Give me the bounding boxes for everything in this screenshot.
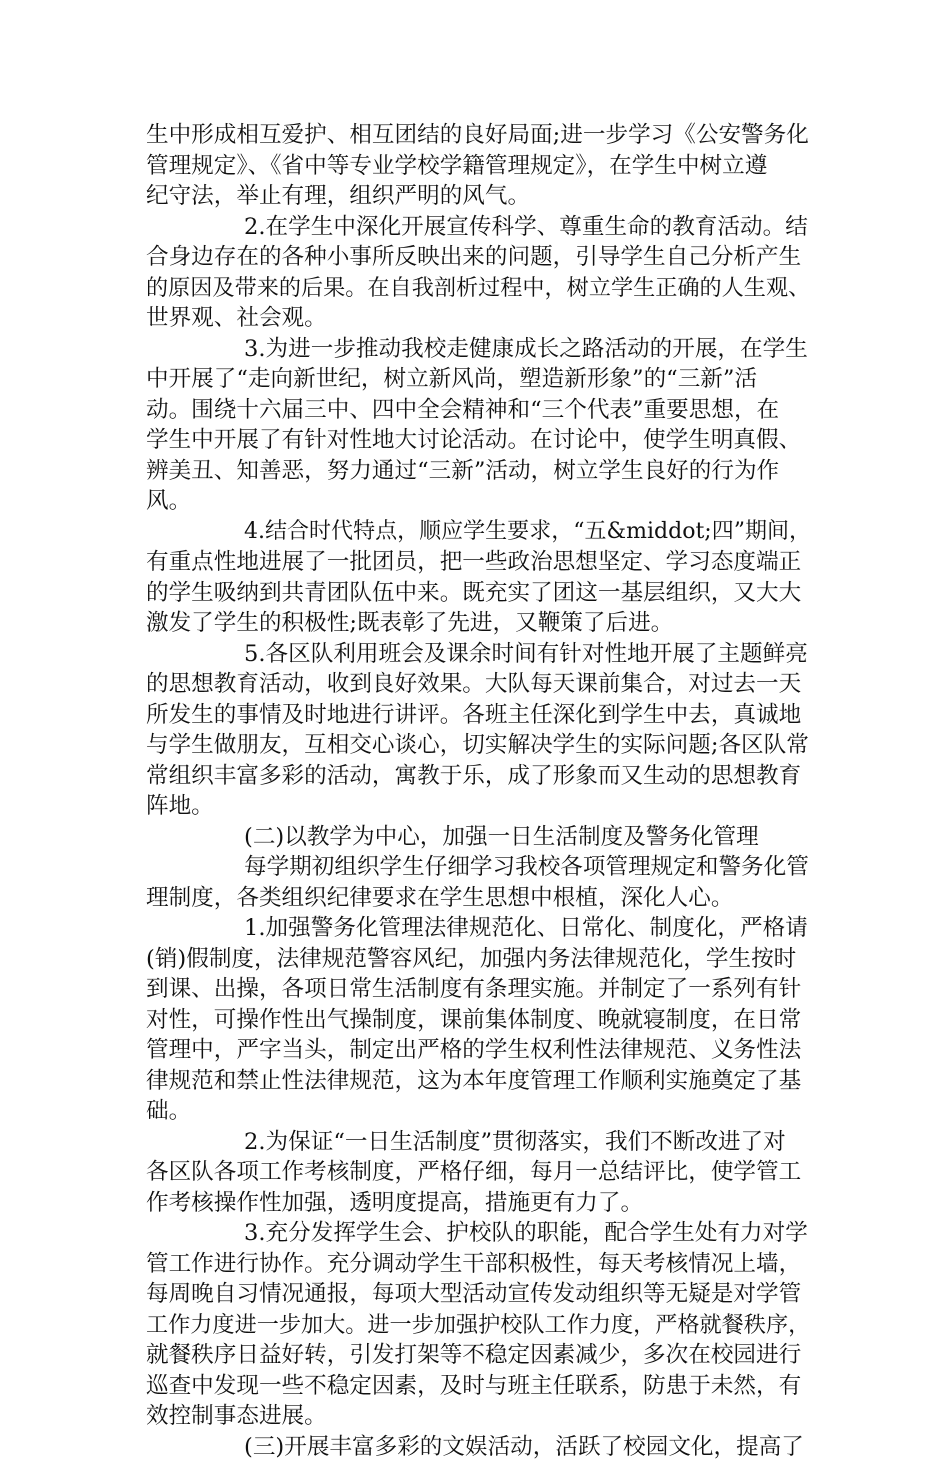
text-line: 动。围绕十六届三中、四中全会精神和“三个代表”重要思想，在 bbox=[146, 395, 814, 426]
text-line: 就餐秩序日益好转，引发打架等不稳定因素减少，多次在校园进行 bbox=[146, 1340, 814, 1371]
text-line: 1.加强警务化管理法律规范化、日常化、制度化，严格请 bbox=[146, 913, 814, 944]
document-page bbox=[146, 120, 814, 1462]
text-line: 效控制事态进展。 bbox=[146, 1401, 814, 1432]
text-line: 对性，可操作性出气操制度，课前集体制度、晚就寝制度，在日常 bbox=[146, 1005, 814, 1036]
text-line: 理制度，各类组织纪律要求在学生思想中根植，深化人心。 bbox=[146, 883, 814, 914]
text-line: 合身边存在的各种小事所反映出来的问题，引导学生自己分析产生 bbox=[146, 242, 814, 273]
text-line: 激发了学生的积极性;既表彰了先进，又鞭策了后进。 bbox=[146, 608, 814, 639]
text-line: 有重点性地进展了一批团员，把一些政治思想坚定、学习态度端正 bbox=[146, 547, 814, 578]
text-line: 管理中，严字当头，制定出严格的学生权利性法律规范、义务性法 bbox=[146, 1035, 814, 1066]
text-line: (三)开展丰富多彩的文娱活动，活跃了校园文化，提高了 bbox=[146, 1432, 814, 1462]
text-line: 2.为保证“一日生活制度”贯彻落实，我们不断改进了对 bbox=[146, 1127, 814, 1158]
text-line: 到课、出操，各项日常生活制度有条理实施。并制定了一系列有针 bbox=[146, 974, 814, 1005]
text-line: 4.结合时代特点，顺应学生要求，“五&middot;四”期间， bbox=[146, 517, 814, 548]
text-line: 所发生的事情及时地进行讲评。各班主任深化到学生中去，真诚地 bbox=[146, 700, 814, 731]
text-line: 的原因及带来的后果。在自我剖析过程中，树立学生正确的人生观、 bbox=[146, 273, 814, 304]
text-line: 管工作进行协作。充分调动学生干部积极性，每天考核情况上墙， bbox=[146, 1249, 814, 1280]
text-line: 每周晚自习情况通报，每项大型活动宣传发动组织等无疑是对学管 bbox=[146, 1279, 814, 1310]
text-line: 与学生做朋友，互相交心谈心，切实解决学生的实际问题;各区队常 bbox=[146, 730, 814, 761]
text-line: 的思想教育活动，收到良好效果。大队每天课前集合，对过去一天 bbox=[146, 669, 814, 700]
text-line: 律规范和禁止性法律规范，这为本年度管理工作顺利实施奠定了基 bbox=[146, 1066, 814, 1097]
text-line: 2.在学生中深化开展宣传科学、尊重生命的教育活动。结 bbox=[146, 212, 814, 243]
text-line: 辨美丑、知善恶，努力通过“三新”活动，树立学生良好的行为作 bbox=[146, 456, 814, 487]
text-line: (二)以教学为中心，加强一日生活制度及警务化管理 bbox=[146, 822, 814, 853]
text-line: 学生中开展了有针对性地大讨论活动。在讨论中，使学生明真假、 bbox=[146, 425, 814, 456]
text-line: 工作力度进一步加大。进一步加强护校队工作力度，严格就餐秩序， bbox=[146, 1310, 814, 1341]
text-line: 础。 bbox=[146, 1096, 814, 1127]
text-line: 各区队各项工作考核制度，严格仔细，每月一总结评比，使学管工 bbox=[146, 1157, 814, 1188]
text-line: 5.各区队利用班会及课余时间有针对性地开展了主题鲜亮 bbox=[146, 639, 814, 670]
text-line: 巡查中发现一些不稳定因素，及时与班主任联系，防患于未然，有 bbox=[146, 1371, 814, 1402]
text-line: 每学期初组织学生仔细学习我校各项管理规定和警务化管 bbox=[146, 852, 814, 883]
text-line: 风。 bbox=[146, 486, 814, 517]
text-line: 中开展了“走向新世纪，树立新风尚，塑造新形象”的“三新”活 bbox=[146, 364, 814, 395]
text-line: 作考核操作性加强，透明度提高，措施更有力了。 bbox=[146, 1188, 814, 1219]
text-line: 3.为进一步推动我校走健康成长之路活动的开展，在学生 bbox=[146, 334, 814, 365]
text-line: 常组织丰富多彩的活动，寓教于乐，成了形象而又生动的思想教育 bbox=[146, 761, 814, 792]
text-line: (销)假制度，法律规范警容风纪，加强内务法律规范化，学生按时 bbox=[146, 944, 814, 975]
text-line: 生中形成相互爱护、相互团结的良好局面;进一步学习《公安警务化 bbox=[146, 120, 814, 151]
text-line: 纪守法，举止有理，组织严明的风气。 bbox=[146, 181, 814, 212]
text-line: 3.充分发挥学生会、护校队的职能，配合学生处有力对学 bbox=[146, 1218, 814, 1249]
text-line: 世界观、社会观。 bbox=[146, 303, 814, 334]
text-line: 阵地。 bbox=[146, 791, 814, 822]
text-line: 管理规定》、《省中等专业学校学籍管理规定》，在学生中树立遵 bbox=[146, 151, 814, 182]
text-line: 的学生吸纳到共青团队伍中来。既充实了团这一基层组织，又大大 bbox=[146, 578, 814, 609]
